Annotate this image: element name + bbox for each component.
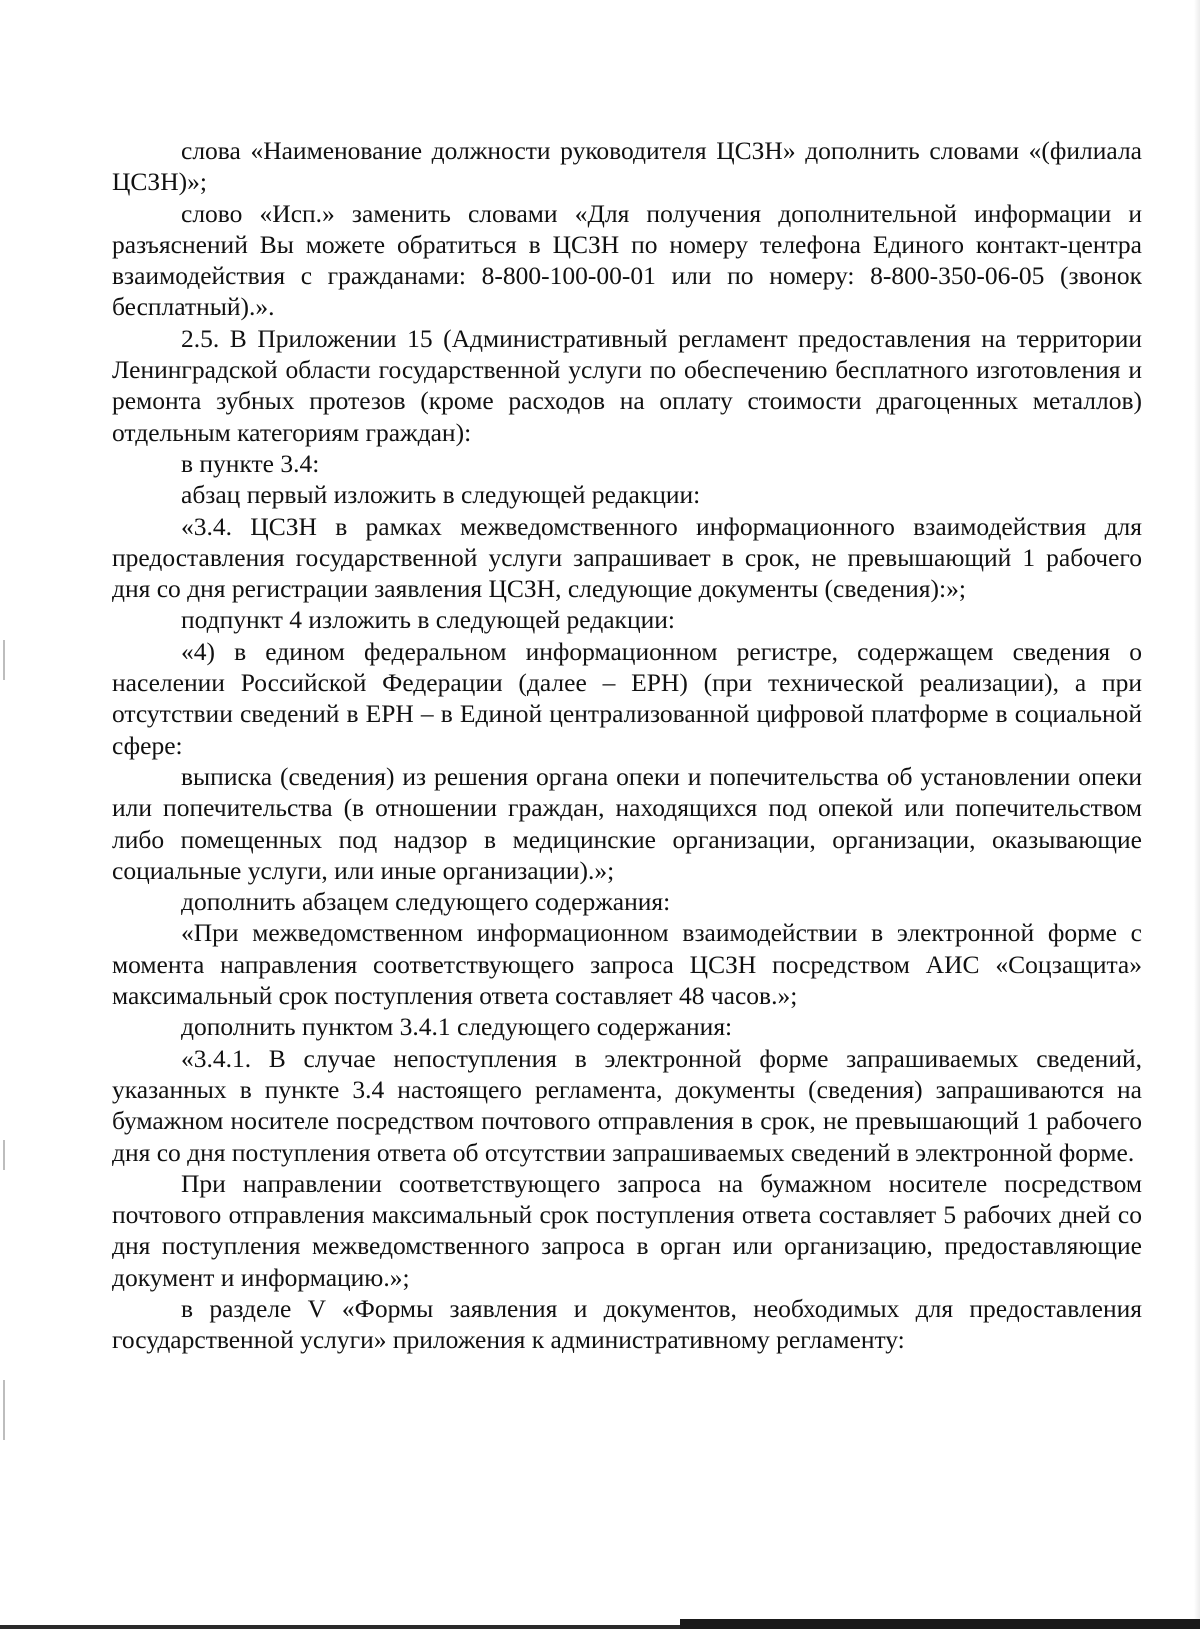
paragraph: «3.4.1. В случае непоступления в электронной форме запрашиваемых сведений, указанных в пункте 3.4 настоящего регламента, документы (сведения) запрашиваются на бумажном носителе посредством почтового отправления в срок, не превышающий 1 рабочего дня со дня поступления ответа об отсутствии запрашиваемых сведений в электронной форме. [112,1043,1142,1167]
paragraph: подпункт 4 изложить в следующей редакции: [181,605,675,635]
scan-artifact-mark [3,1140,5,1170]
paragraph: выписка (сведения) из решения органа опеки и попечительства об установлении опеки или попечительства (в отношении граждан, находящихся под опекой или попечительством либо помещенных под надзор в медицинские организации, организации, оказывающие социальные услуги, или иные организации).»; [112,761,1142,885]
paragraph: «3.4. ЦСЗН в рамках межведомственного информационного взаимодействия для предоставления государственной услуги запрашивает в срок, не превышающий 1 рабочего дня со дня регистрации заявления ЦСЗН, следующие документы (сведения):»; [112,511,1142,604]
paragraph: абзац первый изложить в следующей редакции: [181,480,701,510]
scan-artifact-mark [3,1380,5,1440]
paragraph: слова «Наименование должности руководителя ЦСЗН» дополнить словами «(филиала ЦСЗН)»; [112,136,1142,197]
scan-artifact-mark [3,640,5,680]
paragraph: «При межведомственном информационном взаимодействии в электронной форме с момента направления соответствующего запроса ЦСЗН посредством АИС «Соцзащита» максимальный срок поступления ответа составляет 48 часов.»; [112,918,1142,1011]
paragraph: в разделе V «Формы заявления и документов, необходимых для предоставления государственной услуги» приложения к административному регламенту: [112,1293,1142,1355]
paragraph: 2.5. В Приложении 15 (Административный регламент предоставления на территории Ленинградской области государственной услуги по обеспечению бесплатного изготовления и ремонта зубных протезов (кроме расходов на оплату стоимости драгоценных металлов) отдельным категориям граждан): [112,323,1142,447]
document-body [112,135,1142,1356]
scan-bottom-edge [680,1619,1200,1629]
paragraph: При направлении соответствующего запроса на бумажном носителе посредством почтового отправления максимальный срок поступления ответа составляет 5 рабочих дней со дня поступления межведомственного запроса в орган или организацию, предоставляющие документ и информацию.»; [112,1168,1142,1292]
paragraph: дополнить пунктом 3.4.1 следующего содержания: [181,1012,733,1042]
scan-bottom-edge [0,1625,680,1629]
paragraph: в пункте 3.4: [181,448,320,478]
paragraph: «4) в едином федеральном информационном регистре, содержащем сведения о населении Российской Федерации (далее – ЕРН) (при технической реализации), а при отсутствии сведений в ЕРН – в Единой централизованной цифровой платформе в социальной сфере: [112,636,1142,760]
paragraph: дополнить абзацем следующего содержания: [181,887,671,917]
scan-edge-shadow [1194,0,1200,1629]
paragraph: слово «Исп.» заменить словами «Для получения дополнительной информации и разъяснений Вы можете обратиться в ЦСЗН по номеру телефона Единого контакт-центра взаимодействия с гражданами: 8-800-100-00-01 или по номеру: 8-800-350-06-05 (звонок бесплатный).». [112,198,1142,322]
